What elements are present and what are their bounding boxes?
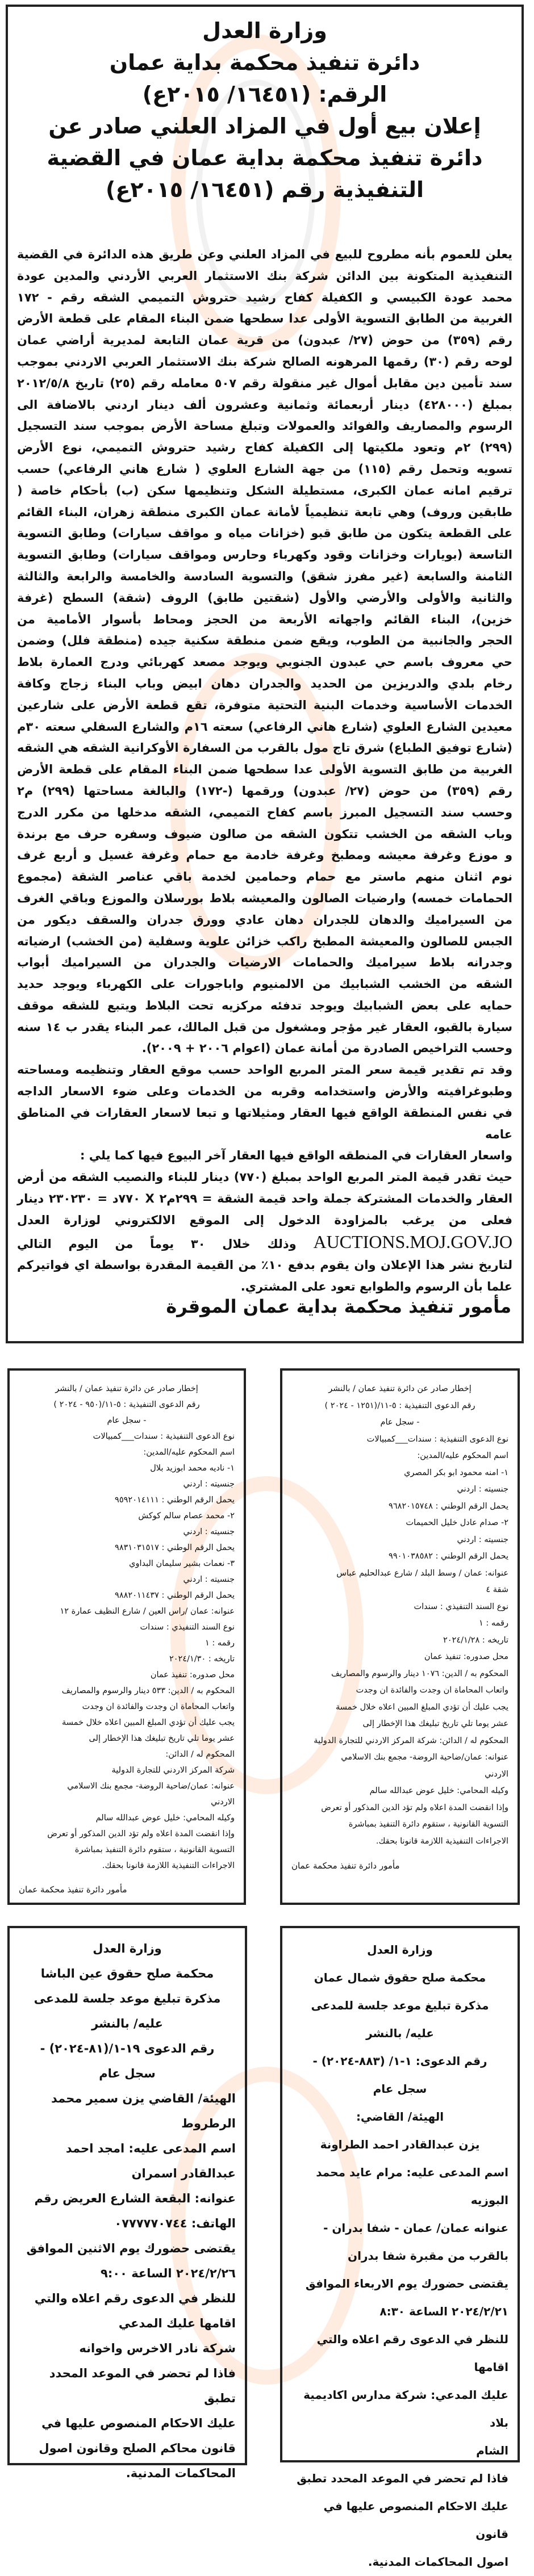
detail-line: اسم المدعى عليه: امجد احمد <box>65 2142 236 2155</box>
heading-line: دائرة تنفيذ محكمة بداية عمان <box>109 50 420 75</box>
detail-line: عبدالقادر اسمران <box>131 2167 236 2180</box>
header-line: إخطار صادر عن دائرة تنفيذ عمان / بالنشر <box>328 1384 472 1393</box>
detail-line: تاريخه : ٢٠٢٤/١/٣٠ <box>169 1654 235 1664</box>
detail-line: اسم المدعى عليه: مرام عايد محمد <box>316 2165 508 2179</box>
detail-line: الاردني <box>211 1798 235 1807</box>
body-line: تسويه وتحمل رقم (١١٥) من جهة الشارع العلوي ( شارع هاني الرفاعي) حسب <box>17 462 512 476</box>
body-line: حيث تقدر قيمة المتر المربع الواحد بمبلغ (٧٧٠) دينار للبناء والنصيب الشقه من أرض <box>17 1170 512 1184</box>
body-line: الغربية من طابق التسوية الأولى عدا سطحها ضمن البناء المقام على قطعة الأرض <box>17 763 512 777</box>
header-line: سجل عام <box>373 2082 427 2096</box>
notice-details <box>291 2159 508 2576</box>
body-line: نوم اثنان منهم ماستر مع حمام وحمامين لخدمة باقي عناصر الشقة (مجموع <box>17 870 512 884</box>
signature: مأمور دائرة تنفيذ محكمة عمان <box>291 1861 400 1871</box>
body-line: خزين)، البناء القائم واجهاته الأربعة من الحجز ومحاط بأسوار الأمامية من <box>17 612 512 626</box>
detail-line: يجب عليك أن تؤدي المبلغ المبين اعلاه خلال خمسة <box>61 1718 235 1727</box>
header-line: مذكرة تبليغ موعد جلسة للمدعى <box>34 1992 221 2005</box>
body-line: معيدين الشارع العلوي (شارع هاني الرفاعي) سعته ١٦م والشارع السفلي سعته ٣٠م <box>17 719 512 734</box>
detail-line: الرطروط <box>181 2117 236 2130</box>
detail-line: اصول المحاكمات المدنية. <box>368 2555 508 2569</box>
detail-line: ٢٠٢٤/٢/٢٦ الساعة ٩:٠٠ <box>101 2267 236 2280</box>
body-line: والثانية والأولى والأرضي والأول (شقتين طابق) الروف (شقة) السطح (غرفة <box>17 590 512 605</box>
detail-line: جنسيته : اردني <box>457 1485 508 1494</box>
header-line: رقم الدعوى التنفيذية : ٥-١١/(٩٥٠ - ٢٠٢٤ ) <box>53 1400 200 1409</box>
notice-details <box>19 2086 236 2486</box>
detail-line: واتعاب المحاماة ان وجدت والفائدة ان وجدت <box>82 1702 235 1711</box>
detail-line: للنظر في الدعوى رقم اعلاه والتي <box>34 2292 236 2305</box>
detail-line: جنسيته : اردني <box>183 1527 235 1536</box>
detail-line: عنوانه: البقعة الشارع العريض رقم <box>34 2192 236 2205</box>
body-line: وطبوغرافيته والأرض واستخدامه وقربه من الخدمات وعلى ضوء الاسعار الداجه <box>17 1084 512 1099</box>
body-line: رقم (٣٥٩) من حوض (٢٧/ عبدون) من قرية عمان التابعة لمديرية أراضي عمان <box>17 333 512 347</box>
header-line: وزارة العدل <box>93 1942 162 1955</box>
body-line: الشقه من الخشب الشبابيك من الالمنيوم واباجورات على الكهرباء ويوجد حديد <box>17 977 512 991</box>
body-line: وباب الشقه من الخشب تتكون الشقه من صالون ضيوف وسفره حرف مع برندة <box>17 827 512 841</box>
detail-line: وإذا انقضت المدة اعلاه ولم تؤد الدين المذكور أو تعرض <box>47 1829 235 1838</box>
body-line: بمبلغ (٤٢٨٠٠٠) دينار أربعمائة وثمانية وعشرون ألف دينار اردني بالاضافة الى <box>17 397 512 412</box>
detail-line: المحكوم به / الدين: ١٠٧٦ دينار والرسوم والمصاريف <box>331 1669 508 1678</box>
body-line: سيارة بالقبو، العقار غير مؤجر ومشغول من قبل المالك، عمر البناء يقدر ب ١٤ سنه <box>17 1020 512 1034</box>
detail-line: التسوية القانونية ، ستقوم دائرة التنفيذ بمباشرة <box>74 1845 235 1854</box>
detail-line: الشام <box>476 2444 508 2457</box>
detail-line: فاذا لم تحضر في الموعد المحدد تطبق <box>297 2472 508 2485</box>
notice-header <box>291 1936 508 2159</box>
detail-line: ٣- نعمات بشير سليمان البداوي <box>129 1559 235 1568</box>
detail-line: شركة نادر الاخرس واخوانه <box>79 2342 236 2355</box>
body-line: رقم (٣٥٩) من حوض (٢٧/ عبدون) ورقمها (-١٧٢) والبالغة مساحتها (٢٩٩) م٢ <box>17 784 512 798</box>
body-line: وجدرانه بلاط سيراميك والحمامات الارضيات والجدران من السيراميك أبواب <box>17 956 512 970</box>
detail-line: ٢- صدام عادل خليل الحميمات <box>406 1518 508 1527</box>
hearing-notice-left <box>7 1926 247 2480</box>
body-line: لتاريخ نشر هذا الإعلان وان يقوم بدفع ١٠٪ من القيمة المقدرة بواسطة اي فواتيركم <box>17 1258 512 1272</box>
auction-url-link[interactable]: AUCTIONS.MOJ.GOV.JO <box>313 1231 513 1252</box>
detail-line: اسم المحكوم عليه/المدين: <box>417 1451 508 1460</box>
detail-line: يحمل الرقم الوطني : ٩٦٨٢٠١٥٧٤٨ <box>389 1501 508 1511</box>
detail-line: رقمه : ١ <box>479 1619 508 1628</box>
body-line: الغربية من الطابق التسوية الأولى عدا سطحها ضمن البناء المقام على قطعة الأرض <box>17 312 512 326</box>
body-line: وحسب التراخيص الصادرة من أمانة عمان (اعوام ٢٠٠٦ + ٢٠٠٩). <box>141 1041 512 1055</box>
detail-line: عنوانه: عمان / وسط البلد / شارع عبدالحليم عباس <box>336 1568 508 1578</box>
detail-line: جنسيته : اردني <box>183 1575 235 1584</box>
detail-line: عنوانه: عمان/ضاحية الروضة- مجمع بنك الاسلامي <box>67 1782 235 1791</box>
detail-line: عنوانه: عمان /راس العين / شارع النظيف عمارة ١٢ <box>60 1607 235 1616</box>
body-line: لوحه رقم (٣٠) رقمها المرهونه الصالح شركة بنك الاستثمار العربي الاردني بموجب <box>17 354 512 368</box>
detail-line: يقتضى حضورك يوم الاربعاء الموافق <box>305 2277 508 2290</box>
detail-line: شقة ٤ <box>486 1585 508 1594</box>
paragraph-valuation <box>17 1059 512 1167</box>
detail-line: المحكوم له / الدائن: شركة المركز الاردني للتجارة الدولية <box>314 1736 508 1745</box>
detail-line: الاردني <box>485 1769 508 1779</box>
detail-line: اقامها عليك المدعي <box>118 2317 236 2330</box>
signature: مأمور تنفيذ محكمة بداية عمان الموقرة <box>166 1296 511 1317</box>
detail-line: عليك الاحكام المنصوص عليها في <box>41 2416 236 2430</box>
header-line: سجل عام <box>99 2067 156 2080</box>
detail-line: عليك المدعي: شركة مدارس اكاديمية بلاد <box>303 2388 508 2430</box>
auction-url-line <box>17 1232 512 1255</box>
body-line: وحسب سند التسجيل المبرز باسم كفاح التميمي، الشقه مدخلها من مكرر الدرج <box>17 805 512 819</box>
body-line: طابقين وروف) وهي تابعة تنظيمياً لأمانة عمان الكبرى منطقة زهران، البناء القائم <box>17 505 512 519</box>
notice-body <box>17 244 512 1298</box>
heading-line: وزارة العدل <box>202 18 327 43</box>
detail-line: ٢- محمد عصام سالم كوكش <box>138 1511 235 1521</box>
detail-line: وإذا انقضت المدة اعلاه ولم تؤد الدين المذكور أو تعرض <box>321 1803 508 1812</box>
detail-line: يحمل الرقم الوطني : ٩٥٩٢٠١٤١١١ <box>115 1496 235 1505</box>
body-line: التاسعة (بويارات وخزانات وقود وكهرباء وحارس ومواقف سيارات) وطابق التسوية <box>17 548 512 562</box>
header-line: محكمة صلح حقوق عين الباشا <box>40 1967 214 1980</box>
header-line: - سجل عام <box>107 1416 147 1425</box>
body-line: الحجر والجانبية من الطوب، ويقع ضمن منطقة سكنية جيده (منطقة فلل) وضمن <box>17 634 512 648</box>
body-line: يعلن للعموم بأنه مطروح للبيع في المزاد العلني وعن طريق هذه الدائرة في القضية <box>17 248 512 261</box>
body-line: من السيراميك والدهان للجدران دهان عادي وورق جدران والسقف ديكور من <box>17 912 512 927</box>
detail-line: قانون محاكم الصلح وقانون اصول <box>39 2441 236 2455</box>
detail-line: المحكوم به / الدين: ٥٣٣ دينار والرسوم والمصاريف <box>61 1686 235 1695</box>
detail-line: محل صدوره: تنفيذ عمان <box>424 1652 508 1661</box>
notice-details <box>19 1429 235 1874</box>
body-line: علما بأن الرسوم والطوابع تعود على المشتري. <box>240 1280 512 1294</box>
paragraph-property-description <box>17 244 512 1059</box>
detail-line: يحمل الرقم الوطني : ٩٨٣١٠٣١٥١٧ <box>115 1543 235 1552</box>
detail-line: التسوية القانونية ، ستقوم دائرة التنفيذ بمباشرة <box>348 1820 508 1829</box>
detail-line: عنوانه: عمان/ضاحية الروضة- مجمع بنك الاسلامي <box>341 1753 508 1762</box>
header-line: عليه/ بالنشر <box>366 2026 434 2040</box>
detail-line: الهيئة/ القاضي يزن سمير محمد <box>51 2092 236 2105</box>
header-line: إخطار صادر عن دائرة تنفيذ عمان / بالنشر <box>55 1384 198 1393</box>
paragraph-price <box>17 1167 512 1231</box>
detail-line: الاجراءات التنفيذية اللازمة قانونا بحقك. <box>102 1861 235 1870</box>
auction-notice <box>6 5 524 1343</box>
body-line: العقار والخدمات المشتركة جملة واحد قيمة الشقة = ٢٩٩م٢ X ٧٧٠د = ٢٣٠٢٣٠ دينار <box>17 1192 513 1206</box>
body-line: الخدمات الأساسية وخدمات البنية التحتية متوفرة، تقع قطعة الأرض على شارعين <box>17 698 512 712</box>
heading-line: التنفيذية رقم (١٦٤٥١/ ٢٠١٥ع) <box>105 177 424 202</box>
signature: مأمور دائرة تنفيذ محكمة عمان <box>19 1884 127 1895</box>
detail-line: رقمه : ١ <box>205 1639 235 1648</box>
detail-line: ١- ناديه محمد ابوزيد بلال <box>150 1464 235 1473</box>
heading-line: إعلان بيع أول في المزاد العلني صادر عن <box>48 114 481 139</box>
notice-header <box>19 1936 236 2086</box>
detail-line: شركة المركز الاردني للتجارة الدولية <box>111 1766 235 1775</box>
detail-line: يحمل الرقم الوطني : ٩٩٠١٠٣٨٥٨٢ <box>389 1552 508 1561</box>
body-line: حمايه على بعض الشبابيك ويوجد تدفئه مركزيه تحت البلاط ويتبع للشقه موقف <box>17 998 512 1012</box>
detail-line: وكيله المحامي: خليل عوض عبدالله سالم <box>369 1786 508 1795</box>
body-line: حي معروف باسم حي عبدون الجنوبي ويوجد مصعد كهربائي ودرج العمارة بلاط <box>17 655 512 669</box>
body-line: ترقيم امانه عمان الكبرى، مستطيلة الشكل وتنظيمها سكن (ب) بأحكام خاصة ( <box>17 483 512 497</box>
body-line: فعلى من يرغب بالمزاودة الدخول إلى الموقع الالكتروني لوزارة العدل <box>17 1213 512 1227</box>
detail-line: عشر يوما تلي تاريخ تبليغك هذا الإخطار إلى <box>362 1719 508 1728</box>
deadline-text: وذلك خلال ٣٠ يوماً من اليوم التالي <box>17 1237 297 1251</box>
heading-line: الرقم: (١٦٤٥١/ ٢٠١٥ع) <box>142 82 387 107</box>
detail-line: ٢٠٢٤/٢/٢١ الساعة ٨:٣٠ <box>379 2305 508 2318</box>
notice-headings <box>14 15 516 206</box>
detail-line: يجب عليك أن تؤدي المبلغ المبين اعلاه خلال خمسة <box>335 1702 508 1712</box>
body-line: محمد عودة الكبيسي و الكفيلة كفاح رشيد حتروش التميمي الشقه رقم - ١٧٢ <box>17 290 512 304</box>
detail-line: نوع الدعوى التنفيذية : سندات___كمبيالات <box>93 1432 235 1441</box>
detail-line: تاريخه : ٢٠٢٤/١/٢٨ <box>443 1635 508 1645</box>
detail-line: الاجراءات التنفيذية اللازمة قانونا بحقك. <box>376 1836 508 1846</box>
header-line: محكمة صلح حقوق شمال عمان <box>314 1971 486 1984</box>
paragraph-closing <box>17 1255 512 1298</box>
body-line: الثامنة والسابعة (غير مفرز شقق) والتسوية السادسة والخامسة والرابعة والثالثة <box>17 569 512 583</box>
hearing-notice-right <box>280 1926 520 2569</box>
detail-line: يحمل الرقم الوطني : ٩٨٨٢٠١١٤٣٧ <box>115 1591 235 1600</box>
detail-line: البوزيه <box>470 2193 508 2207</box>
header-line: يزن عبدالقادر احمد الطراونة <box>320 2138 480 2151</box>
body-line: على القطعة يتكون من طابق قبو (خزانات مياه و مواقف سيارات) وطابق التسوية <box>17 526 512 541</box>
header-line: رقم الدعوى التنفيذية : ٥-١١/(١٢٥١ - ٢٠٢٤ ) <box>324 1401 475 1410</box>
body-line: الرسوم والمصاريف والفوائد والعمولات وتبلغ مساحة الأرض بموجب سند التسجيل <box>17 419 512 433</box>
detail-line: المحاكمات المدنية. <box>126 2466 236 2480</box>
detail-line: للنظر في الدعوى رقم اعلاه والتي اقامها <box>316 2332 508 2374</box>
body-line: واسعار العقارات في المنطقه الواقع فيها العقار آخر البيوع فيها كما يلي : <box>80 1149 512 1163</box>
detail-line: جنسيته : اردني <box>183 1480 235 1489</box>
detail-line: الهاتف: ٠٧٧٧٧٧٠٧٤٤ <box>114 2217 236 2230</box>
header-line: وزارة العدل <box>367 1943 433 1957</box>
notice-details <box>291 1431 508 1850</box>
detail-line: نوع السند التنفيذي : سندات <box>140 1623 235 1632</box>
header-line: مذكرة تبليغ موعد جلسة للمدعى <box>311 1999 489 2012</box>
detail-line: بالقرب من مقبرة شفا بدران <box>348 2249 508 2263</box>
detail-line: واتعاب المحاماة ان وجدت والفائدة ان وجدت <box>356 1686 508 1695</box>
body-line: وقد تم تقدير قيمة سعر المتر المربع الواحد حسب موقع العقار وتنظيمه ومساحته <box>17 1063 512 1077</box>
body-line: في نفس المنطقة الواقع فيها العقار ومثيلاتها و تبعا لاسعار العقارات في المناطق عامه <box>17 1105 512 1141</box>
detail-line: وكيله المحامي: خليل عوض عبدالله سالم <box>95 1813 235 1823</box>
header-line: رقم الدعوى: ١-١/ (٨٨٣-٢٠٢٤) - <box>312 2054 487 2068</box>
execution-notice-right <box>280 1368 520 1905</box>
detail-line: اسم المحكوم عليه/المدين: <box>143 1448 235 1457</box>
detail-line: يقتضى حضورك يوم الاثنين الموافق <box>26 2242 236 2255</box>
body-line: رخام بلدي والدريزين من الحديد والجدران دهان ابيض وباب البناء زجاج وكافة <box>17 676 512 690</box>
detail-line: نوع السند التنفيذي : سندات <box>414 1602 508 1611</box>
body-line: و موزع وغرفة معيشه ومطبخ وغرفة خادمة مع حمام وغرفة غسيل و أربع غرف <box>17 848 512 862</box>
detail-line: عشر يوما تلي تاريخ تبليغك هذا الإخطار إلى <box>89 1734 235 1743</box>
detail-line: ١- امنه محمود ابو بكر المصري <box>404 1468 508 1477</box>
header-line: الهيئة/ القاضي: <box>356 2110 444 2123</box>
body-line: الحمامات خمسه) وارضيات الصالون والمعيشه بلاط بورسلان والموزع وباقي الغرف <box>17 891 512 905</box>
header-line: عليه/ بالنشر <box>91 2017 163 2030</box>
execution-notice-left <box>7 1368 246 1905</box>
body-line: التنفيذية المتكونة بين الدائن شركة بنك الاستثمار العربي الأردني والمدين عودة <box>17 269 512 283</box>
notice-header <box>291 1381 508 1431</box>
header-line: - سجل عام <box>380 1418 420 1427</box>
notice-header <box>19 1381 235 1429</box>
detail-line: فاذا لم تحضر في الموعد المحدد تطبق <box>49 2366 236 2405</box>
body-line: (شارع توفيق الطباع) شرق تاج مول بالقرب من السفارة الأوكرانية الشقه هي الشقه <box>17 741 512 755</box>
body-line: سند تأمين دين مقابل أموال غير منقولة رقم ٥٠٧ معامله رقم (٢٥) تاريخ ٢٠١٢/٥/٨ <box>17 376 513 390</box>
header-line: رقم الدعوى ١٩-١/(٨١-٢٠٢٤) - <box>40 2042 215 2055</box>
detail-line: جنسيته : اردني <box>457 1535 508 1544</box>
detail-line: نوع الدعوى التنفيذية : سندات___كمبيالات <box>366 1434 508 1444</box>
detail-line: المحكوم له / الدائن: <box>165 1750 235 1759</box>
detail-line: عليك الاحكام المنصوص عليها في قانون <box>323 2499 508 2541</box>
detail-line: محل صدوره: تنفيذ عمان <box>150 1670 235 1679</box>
detail-line: عنوانه عمان/ عمان - شفا بدران - <box>323 2221 508 2235</box>
heading-line: دائرة تنفيذ محكمة بداية عمان في القضية <box>47 145 483 170</box>
body-line: (٢٩٩) ٢م وتعود ملكيتها إلى الكفيلة كفاح رشيد حتروش التميمي، نوع الأرض <box>17 441 512 455</box>
body-line: الجبس للصالون والمعيشة المطبخ راكب خزائن علوية وسفلية (من الخشب) ارضياته <box>17 934 512 948</box>
